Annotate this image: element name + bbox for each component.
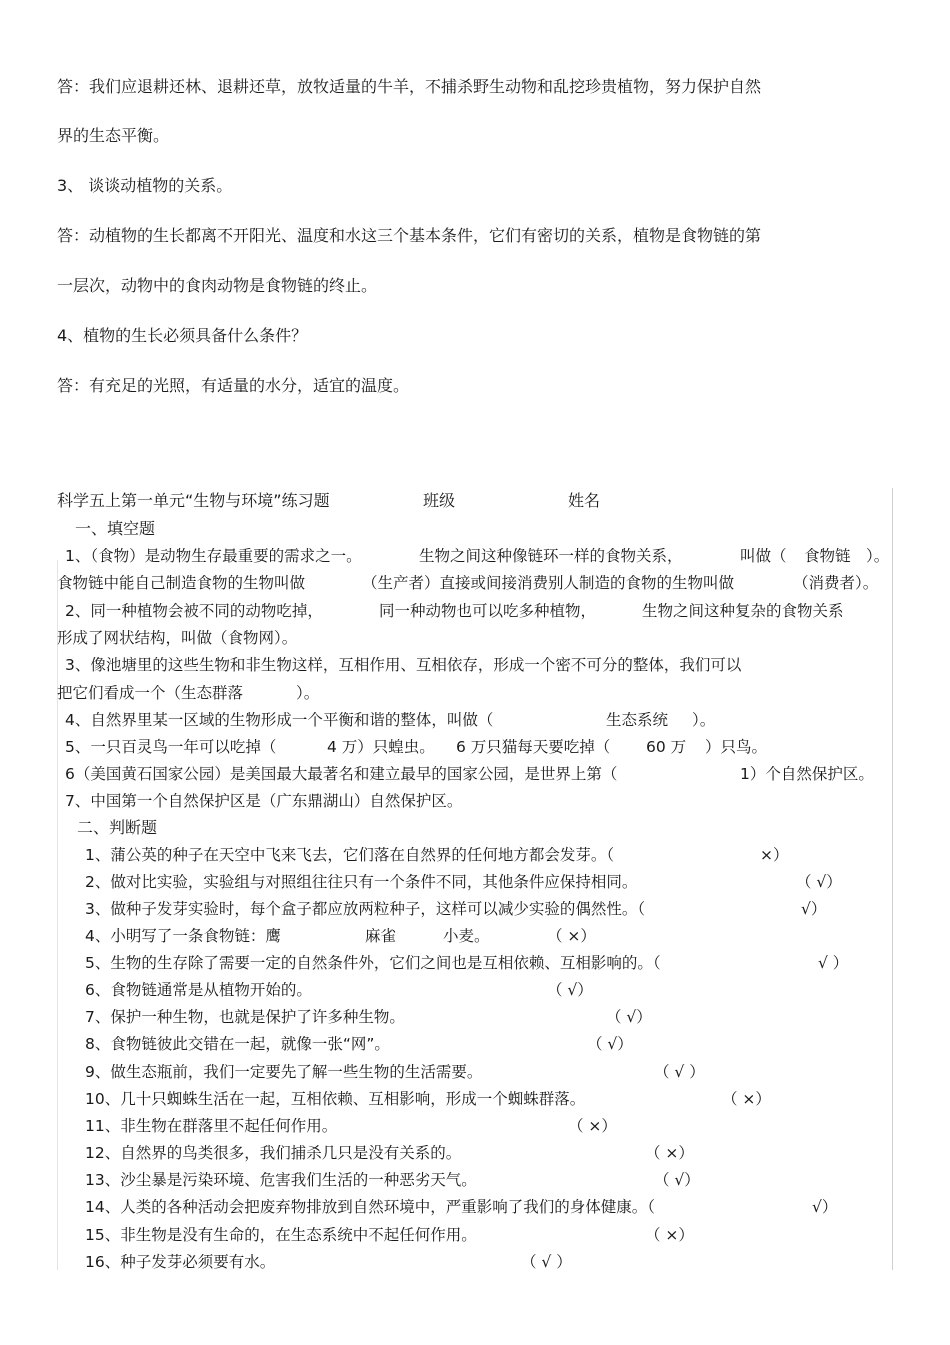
judgment-answer: （ √ ） <box>521 1253 572 1271</box>
fill-7: 7、中国第一个自然保护区是（广东鼎湖山）自然保护区。 <box>65 792 463 810</box>
fill-5-part-c: 6 万只猫每天要吃掉（ <box>456 738 611 756</box>
judgment-item: 2、做对比实验，实验组与对照组往往只有一个条件不同，其他条件应保持相同。 <box>85 873 638 891</box>
fill-4-part-b: 生态系统 <box>606 711 669 729</box>
answer-2-line-2: 界的生态平衡。 <box>57 126 170 145</box>
fill-2-part-a: 2、同一种植物会被不同的动物吃掉， <box>65 602 323 620</box>
fill-1-part-d: 食物链 <box>804 547 851 565</box>
section-judgment-heading: 二、判断题 <box>77 818 158 837</box>
judgment-item: 4、小明写了一条食物链：鹰 <box>85 927 281 945</box>
right-border-rule <box>892 488 893 1270</box>
class-label: 班级 <box>423 491 456 510</box>
judgment-answer: （ √） <box>547 981 593 999</box>
judgment-item: 8、食物链彼此交错在一起，就像一张“网”。 <box>85 1035 390 1053</box>
judgment-item: 7、保护一种生物，也就是保护了许多种生物。 <box>85 1008 405 1026</box>
judgment-answer: ×） <box>760 846 789 864</box>
judgment-item: 14、人类的各种活动会把废弃物排放到自然环境中，严重影响了我们的身体健康。（ <box>85 1198 655 1216</box>
judgment-item: 5、生物的生存除了需要一定的自然条件外，它们之间也是互相依赖、互相影响的。（ <box>85 954 661 972</box>
fill-5-part-d: 60 万 <box>646 738 687 756</box>
fill-1-part-c: 叫做（ <box>740 547 787 565</box>
judgment-item: 1、蒲公英的种子在天空中飞来飞去，它们落在自然界的任何地方都会发芽。（ <box>85 846 615 864</box>
fill-1-line2-b: （生产者）直接或间接消费别人制造的食物的生物叫做 <box>362 574 735 592</box>
judgment-answer: （ ×） <box>568 1117 617 1135</box>
judgment-item: 6、食物链通常是从植物开始的。 <box>85 981 312 999</box>
judgment-item-extra: 麻雀 <box>365 927 397 945</box>
judgment-answer: （ ×） <box>645 1144 694 1162</box>
judgment-answer: （ √） <box>654 1171 700 1189</box>
answer-3-line-2: 一层次，动物中的食肉动物是食物链的终止。 <box>57 276 378 295</box>
answer-2-line-1: 答：我们应退耕还林、退耕还草，放牧适量的牛羊，不捕杀野生动物和乱挖珍贵植物，努力保护自然 <box>57 77 762 96</box>
judgment-answer: （ ×） <box>722 1090 771 1108</box>
worksheet-title: 科学五上第一单元“生物与环境”练习题 <box>57 491 330 510</box>
fill-2-part-c: 生物之间这种复杂的食物关系 <box>642 602 844 620</box>
judgment-item: 15、非生物是没有生命的，在生态系统中不起任何作用。 <box>85 1226 477 1244</box>
fill-1-line2-c: （消费者）。 <box>793 574 879 592</box>
fill-2-part-b: 同一种动物也可以吃多种植物， <box>379 602 597 620</box>
judgment-item: 12、自然界的鸟类很多，我们捕杀几只是没有关系的。 <box>85 1144 462 1162</box>
question-4: 4、植物的生长必须具备什么条件？ <box>57 326 308 345</box>
fill-3-line2-b: ）。 <box>296 684 320 702</box>
fill-5-part-e: ）只鸟。 <box>705 738 768 756</box>
fill-5-part-a: 5、一只百灵鸟一年可以吃掉（ <box>65 738 277 756</box>
judgment-answer: （ √ ） <box>654 1063 705 1081</box>
answer-4: 答：有充足的光照，有适量的水分，适宜的温度。 <box>57 376 410 395</box>
judgment-answer: √ ） <box>818 954 849 972</box>
judgment-item: 9、做生态瓶前，我们一定要先了解一些生物的生活需要。 <box>85 1063 483 1081</box>
judgment-answer: （ ×） <box>645 1226 694 1244</box>
fill-6-part-b: 1）个自然保护区。 <box>740 765 874 783</box>
fill-1-part-a: 1、（食物）是动物生存最重要的需求之一。 <box>65 547 362 565</box>
fill-3-line2-a: 把它们看成一个（生态群落 <box>57 684 244 702</box>
name-label: 姓名 <box>568 491 601 510</box>
judgment-answer: （ √） <box>796 873 842 891</box>
judgment-answer: （ √） <box>606 1008 652 1026</box>
section-fill-in-heading: 一、填空题 <box>75 519 156 538</box>
judgment-item: 10、几十只蜘蛛生活在一起，互相依赖、互相影响，形成一个蜘蛛群落。 <box>85 1090 586 1108</box>
judgment-answer: （ √） <box>587 1035 633 1053</box>
judgment-item: 13、沙尘暴是污染环境、危害我们生活的一种恶劣天气。 <box>85 1171 477 1189</box>
fill-4-part-c: ）。 <box>692 711 716 729</box>
fill-5-part-b: 4 万）只蝗虫。 <box>327 738 435 756</box>
fill-2-line2: 形成了网状结构，叫做（食物网）。 <box>57 629 298 647</box>
judgment-item-extra: 小麦。 <box>443 927 490 945</box>
fill-1-line2-a: 食物链中能自己制造食物的生物叫做 <box>57 574 306 592</box>
judgment-answer: √） <box>812 1198 838 1216</box>
fill-1-part-b: 生物之间这种像链环一样的食物关系， <box>419 547 683 565</box>
judgment-item: 16、种子发芽必须要有水。 <box>85 1253 276 1271</box>
fill-1-part-e: ）。 <box>866 547 890 565</box>
question-3: 3、 谈谈动植物的关系。 <box>57 176 233 195</box>
judgment-answer: √） <box>801 900 827 918</box>
judgment-answer: （ ×） <box>547 927 596 945</box>
left-border-rule <box>57 560 58 1270</box>
answer-3-line-1: 答：动植物的生长都离不开阳光、温度和水这三个基本条件，它们有密切的关系，植物是食物链的第 <box>57 226 762 245</box>
fill-3-line1: 3、像池塘里的这些生物和非生物这样，互相作用、互相依存，形成一个密不可分的整体，我们可以 <box>65 656 742 674</box>
judgment-item: 3、做种子发芽实验时，每个盒子都应放两粒种子，这样可以减少实验的偶然性。（ <box>85 900 646 918</box>
fill-4-part-a: 4、自然界里某一区域的生物形成一个平衡和谐的整体，叫做（ <box>65 711 494 729</box>
judgment-item: 11、非生物在群落里不起任何作用。 <box>85 1117 338 1135</box>
fill-6-part-a: 6（美国黄石国家公园）是美国最大最著名和建立最早的国家公园，是世界上第（ <box>65 765 618 783</box>
